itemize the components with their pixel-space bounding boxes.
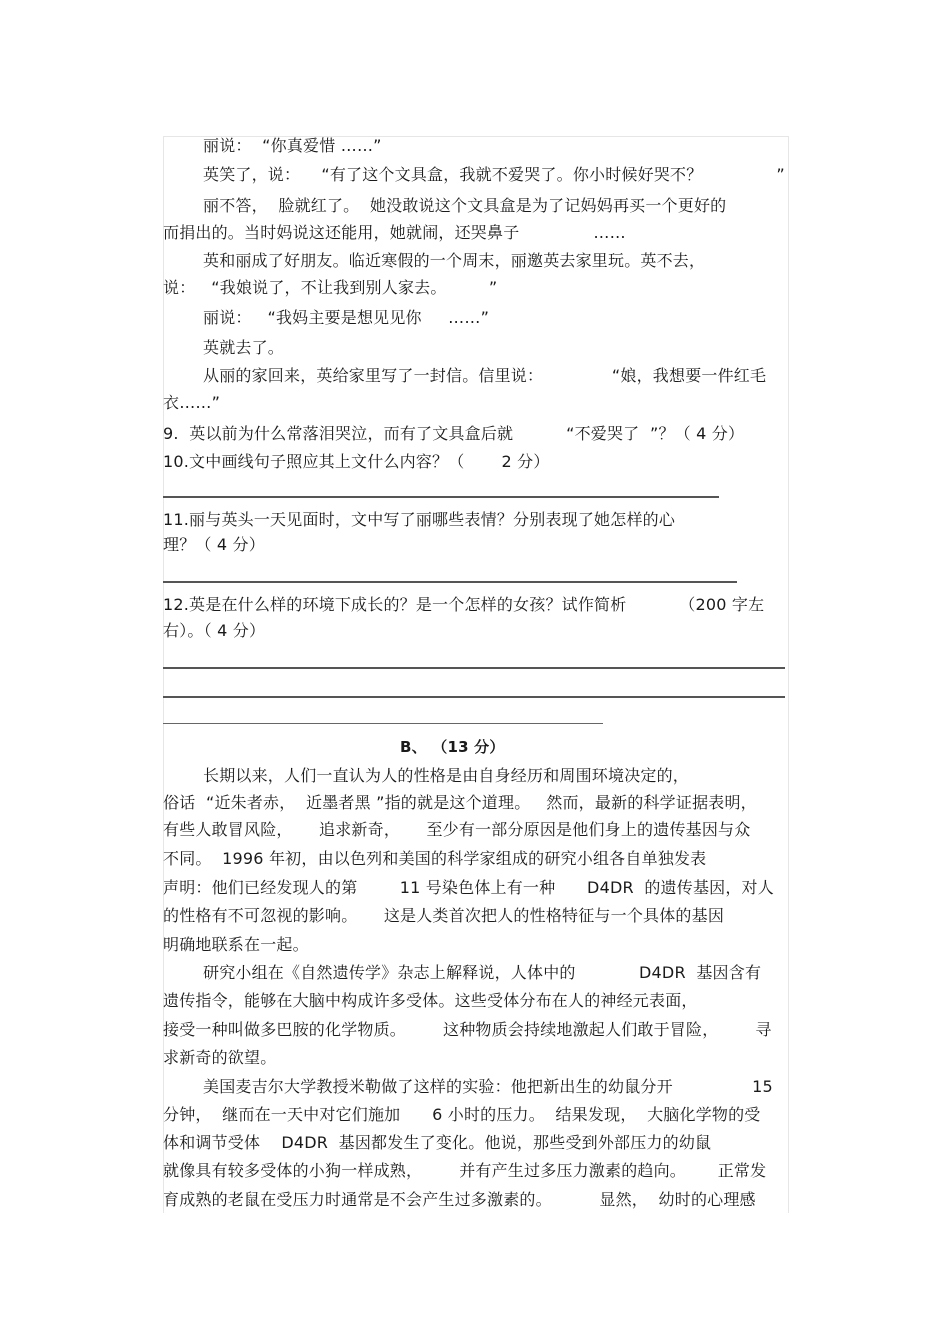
story-line: 丽不答， 脸就红了。 她没敢说这个文具盒是为了记妈妈再买一个更好的 <box>203 196 727 215</box>
answer-line <box>163 667 785 669</box>
story-line: 英和丽成了好朋友。临近寒假的一个周末，丽邀英去家里玩。英不去， <box>203 251 706 270</box>
question-9: 9. 英以前为什么常落泪哭泣，而有了文具盒后就 “不爱哭了 ”？（ 4 分） <box>163 424 745 443</box>
section-b-line: 声明：他们已经发现人的第 11 号染色体上有一种 D4DR 的遗传基因，对人 <box>163 878 774 897</box>
section-b-line: 俗话 “近朱者赤， 近墨者黑 ”指的就是这个道理。 然而，最新的科学证据表明， <box>163 793 757 812</box>
section-b-line: 不同。 1996 年初，由以色列和美国的科学家组成的研究小组各自单独发表 <box>163 849 707 868</box>
section-b-line: 就像具有较多受体的小狗一样成熟， 并有产生过多压力激素的趋向。 正常发 <box>163 1161 767 1180</box>
story-line: 从丽的家回来，英给家里写了一封信。信里说： “娘，我想要一件红毛 <box>203 366 767 385</box>
section-b-heading: B、 （13 分） <box>400 738 505 756</box>
answer-line <box>163 696 785 698</box>
section-b-line: 研究小组在《自然遗传学》杂志上解释说，人体中的 D4DR 基因含有 <box>203 963 762 982</box>
section-b-line: 的性格有不可忽视的影响。 这是人类首次把人的性格特征与一个具体的基因 <box>163 906 725 925</box>
section-b-line: 育成熟的老鼠在受压力时通常是不会产生过多激素的。 显然， 幼时的心理感 <box>163 1190 756 1209</box>
story-line: 说： “我娘说了，不让我到别人家去。 ” <box>163 278 498 297</box>
section-b-line: 长期以来，人们一直认为人的性格是由自身经历和周围环境决定的， <box>203 766 690 785</box>
story-line: 丽说： “我妈主要是想见见你 ……” <box>203 308 490 327</box>
section-b-line: 求新奇的欲望。 <box>163 1048 277 1067</box>
story-line: 英就去了。 <box>203 338 285 357</box>
answer-line <box>163 581 737 583</box>
question-11-cont: 理？（ 4 分） <box>163 535 265 554</box>
section-b-line: 明确地联系在一起。 <box>163 935 309 954</box>
section-b-line: 美国麦吉尔大学教授米勒做了这样的实验：他把新出生的幼鼠分开 15 <box>203 1077 773 1096</box>
section-b-line: 体和调节受体 D4DR 基因都发生了变化。他说，那些受到外部压力的幼鼠 <box>163 1133 712 1152</box>
question-11: 11.丽与英头一天见面时，文中写了丽哪些表情？分别表现了她怎样的心 <box>163 510 676 529</box>
answer-line <box>163 496 719 498</box>
answer-line <box>163 723 603 724</box>
section-b-line: 接受一种叫做多巴胺的化学物质。 这种物质会持续地激起人们敢于冒险， 寻 <box>163 1020 772 1039</box>
question-10: 10.文中画线句子照应其上文什么内容？（ 2 分） <box>163 452 550 471</box>
story-line: 衣……” <box>163 393 221 412</box>
section-b-line: 遗传指令，能够在大脑中构成许多受体。这些受体分布在人的神经元表面， <box>163 991 698 1010</box>
section-b-line: 有些人敢冒风险， 追求新奇， 至少有一部分原因是他们身上的遗传基因与众 <box>163 820 751 839</box>
question-12-cont: 右）。（ 4 分） <box>163 621 266 640</box>
story-line: 丽说： “你真爱惜 ……” <box>203 136 382 155</box>
section-b-line: 分钟， 继而在一天中对它们施加 6 小时的压力。 结果发现， 大脑化学物的受 <box>163 1105 761 1124</box>
story-line: 而捐出的。当时妈说这还能用，她就闹，还哭鼻子 …… <box>163 223 626 242</box>
story-line: 英笑了，说： “有了这个文具盒，我就不爱哭了。你小时候好哭不？ ” <box>203 165 785 184</box>
question-12: 12.英是在什么样的环境下成长的？是一个怎样的女孩？试作简析 （200 字左 <box>163 595 765 614</box>
